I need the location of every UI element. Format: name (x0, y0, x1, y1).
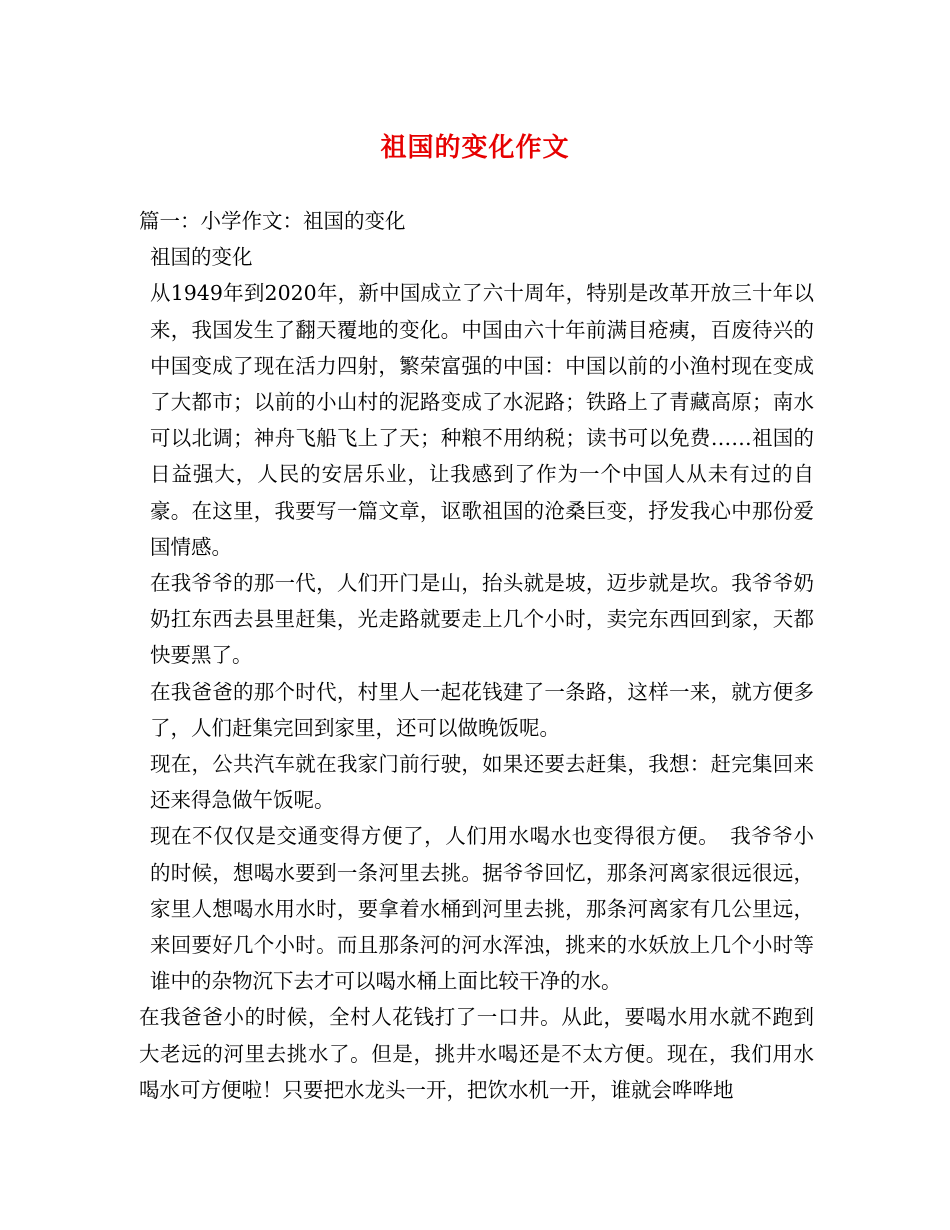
paragraph: 在我爸爸的那个时代，村里人一起花钱建了一条路，这样一来，就方便多了，人们赶集完回到家里，还可以做晚饭呢。 (150, 679, 814, 740)
paragraph: 在我爸爸小的时候，全村人花钱打了一口井。从此，要喝水用水就不跑到大老远的河里去挑水了。但是，挑井水喝还是不太方便。现在，我们用水喝水可方便啦！只要把水龙头一开，把饮水机一开，谁就会哗哗地 (139, 1005, 814, 1102)
paragraph: 现在，公共汽车就在我家门前行驶，如果还要去赶集，我想：赶完集回来还来得急做午饭呢。 (150, 752, 814, 813)
paragraph: 现在不仅仅是交通变得方便了，人们用水喝水也变得很方便。 我爷爷小的时候，想喝水要到一条河里去挑。据爷爷回忆，那条河离家很远很远，家里人想喝水用水时，要拿着水桶到河里去挑，那条河离家有几公里远，来回要好几个小时。而且那条河的河水浑浊，挑来的水妖放上几个小时等谁中的杂物沉下去才可以喝水桶上面比较干净的水。 (150, 824, 814, 994)
paragraph: 从1949年到2020年，新中国成立了六十周年，特别是改革开放三十年以来，我国发生了翻天覆地的变化。中国由六十年前满目疮痍，百废待兴的中国变成了现在活力四射，繁荣富强的中国：中国以前的小渔村现在变成了大都市；以前的小山村的泥路变成了水泥路；铁路上了青藏高原；南水可以北调；神舟飞船飞上了天；种粮不用纳税；读书可以免费……祖国的日益强大，人民的安居乐业，让我感到了作为一个中国人从未有过的自豪。在这里，我要写一篇文章，讴歌祖国的沧桑巨变，抒发我心中那份爱国情感。 (150, 281, 814, 559)
paragraph: 在我爷爷的那一代，人们开门是山，抬头就是坡，迈步就是坎。我爷爷奶奶扛东西去县里赶集，光走路就要走上几个小时，卖完东西回到家，天都快要黑了。 (150, 571, 814, 668)
document-title: 祖国的变化作文 (380, 133, 570, 163)
section-heading: 篇一：小学作文：祖国的变化 (139, 209, 406, 233)
document-body (139, 203, 814, 1108)
essay-subtitle: 祖国的变化 (150, 245, 253, 270)
